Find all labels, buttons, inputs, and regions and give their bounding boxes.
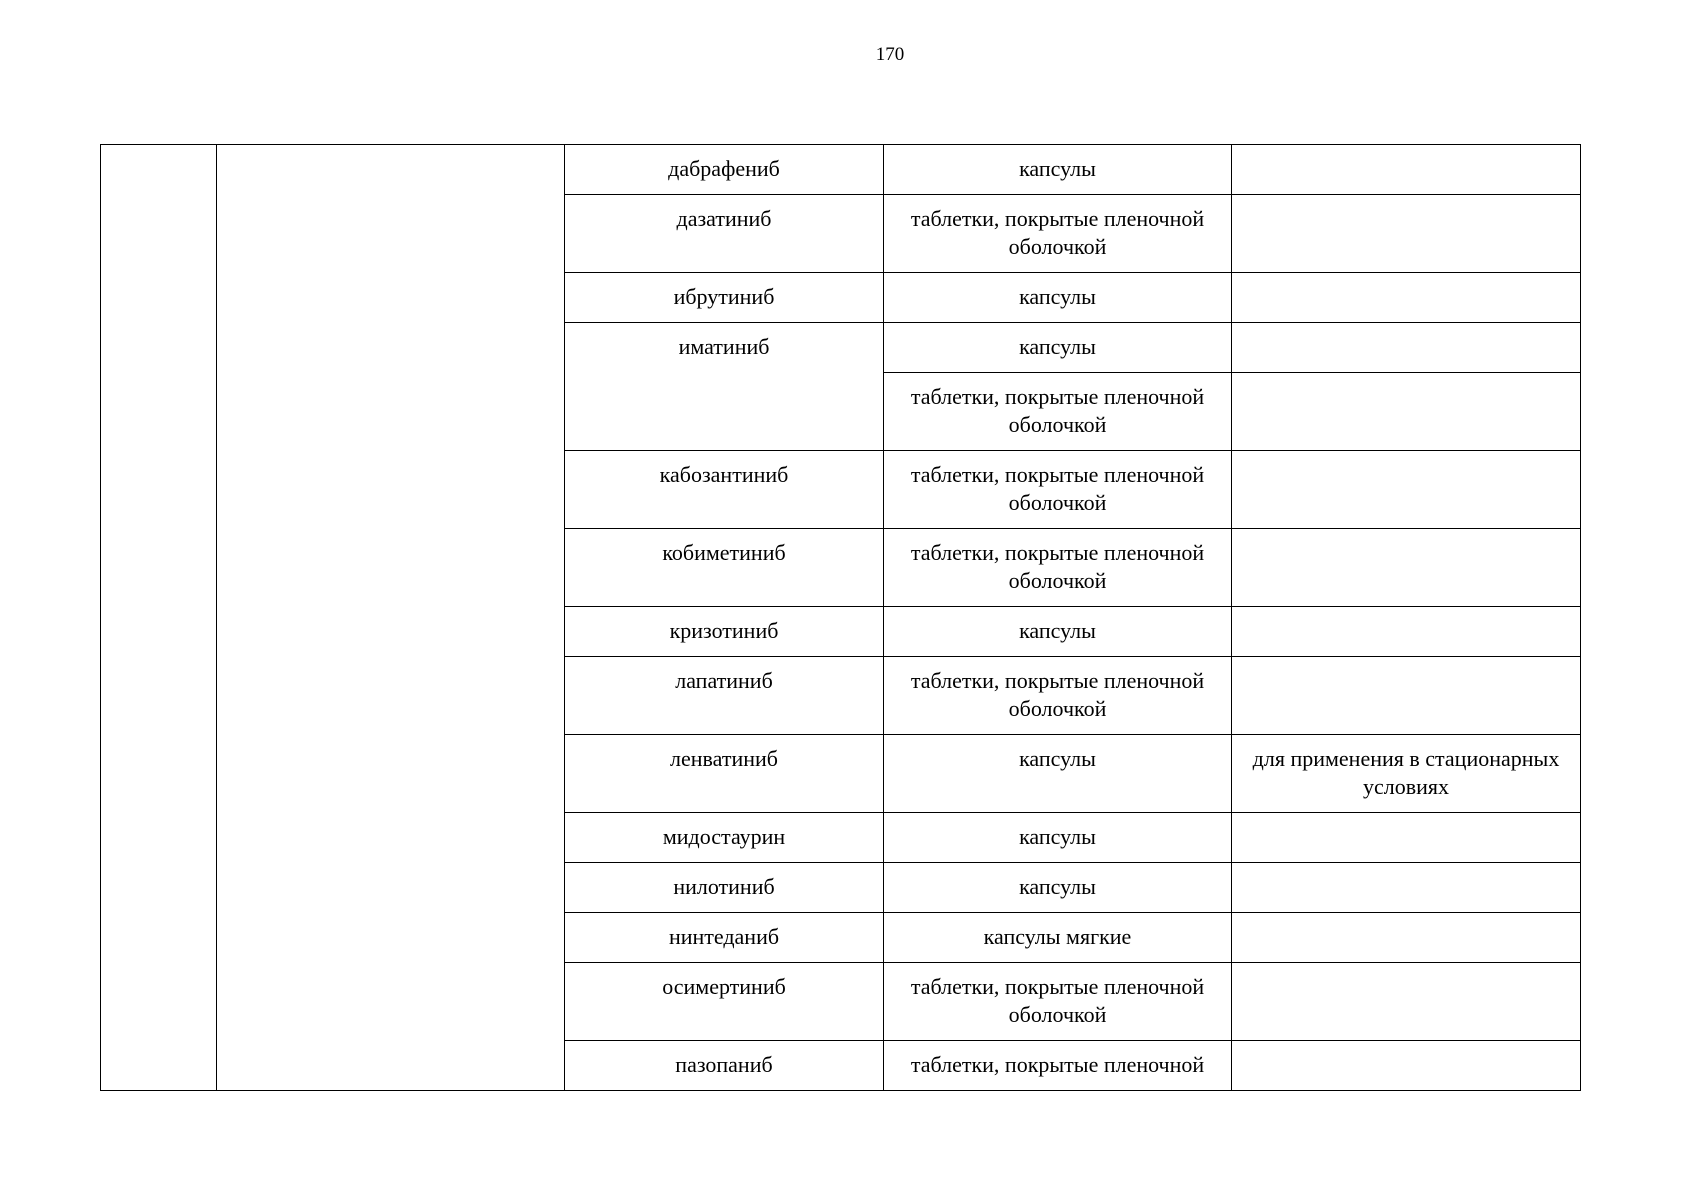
drug-name-cell: дазатиниб bbox=[565, 195, 884, 273]
dosage-form-cell: капсулы мягкие bbox=[884, 913, 1232, 963]
code-cell bbox=[101, 145, 217, 1091]
note-cell bbox=[1232, 529, 1581, 607]
dosage-form-cell: таблетки, покрытые пленочной оболочкой bbox=[884, 373, 1232, 451]
drug-table bbox=[100, 144, 1581, 1091]
dosage-form-cell: капсулы bbox=[884, 145, 1232, 195]
note-cell bbox=[1232, 323, 1581, 373]
drug-name-cell: нилотиниб bbox=[565, 863, 884, 913]
table-row bbox=[101, 145, 1581, 195]
note-cell bbox=[1232, 963, 1581, 1041]
dosage-form-cell: таблетки, покрытые пленочной оболочкой bbox=[884, 195, 1232, 273]
note-cell bbox=[1232, 913, 1581, 963]
note-cell bbox=[1232, 813, 1581, 863]
drug-name-cell: лапатиниб bbox=[565, 657, 884, 735]
dosage-form-cell: таблетки, покрытые пленочной bbox=[884, 1041, 1232, 1091]
note-cell bbox=[1232, 195, 1581, 273]
drug-name-cell: ибрутиниб bbox=[565, 273, 884, 323]
note-cell bbox=[1232, 145, 1581, 195]
drug-name-cell: кабозантиниб bbox=[565, 451, 884, 529]
group-cell bbox=[217, 145, 565, 1091]
page-number: 170 bbox=[875, 44, 905, 65]
note-cell: для применения в стационарных условиях bbox=[1232, 735, 1581, 813]
note-cell bbox=[1232, 373, 1581, 451]
dosage-form-cell: таблетки, покрытые пленочной оболочкой bbox=[884, 529, 1232, 607]
drug-name-cell: иматиниб bbox=[565, 323, 884, 451]
drug-name-cell: осимертиниб bbox=[565, 963, 884, 1041]
drug-name-cell: ленватиниб bbox=[565, 735, 884, 813]
drug-name-cell: нинтеданиб bbox=[565, 913, 884, 963]
note-cell bbox=[1232, 863, 1581, 913]
dosage-form-cell: таблетки, покрытые пленочной оболочкой bbox=[884, 451, 1232, 529]
drug-name-cell: кризотиниб bbox=[565, 607, 884, 657]
note-cell bbox=[1232, 1041, 1581, 1091]
dosage-form-cell: таблетки, покрытые пленочной оболочкой bbox=[884, 657, 1232, 735]
dosage-form-cell: капсулы bbox=[884, 863, 1232, 913]
drug-name-cell: мидостаурин bbox=[565, 813, 884, 863]
dosage-form-cell: капсулы bbox=[884, 273, 1232, 323]
note-cell bbox=[1232, 273, 1581, 323]
dosage-form-cell: капсулы bbox=[884, 735, 1232, 813]
dosage-form-cell: капсулы bbox=[884, 323, 1232, 373]
note-cell bbox=[1232, 451, 1581, 529]
drug-name-cell: кобиметиниб bbox=[565, 529, 884, 607]
drug-name-cell: пазопаниб bbox=[565, 1041, 884, 1091]
note-cell bbox=[1232, 607, 1581, 657]
dosage-form-cell: капсулы bbox=[884, 813, 1232, 863]
drug-name-cell: дабрафениб bbox=[565, 145, 884, 195]
dosage-form-cell: капсулы bbox=[884, 607, 1232, 657]
dosage-form-cell: таблетки, покрытые пленочной оболочкой bbox=[884, 963, 1232, 1041]
note-cell bbox=[1232, 657, 1581, 735]
